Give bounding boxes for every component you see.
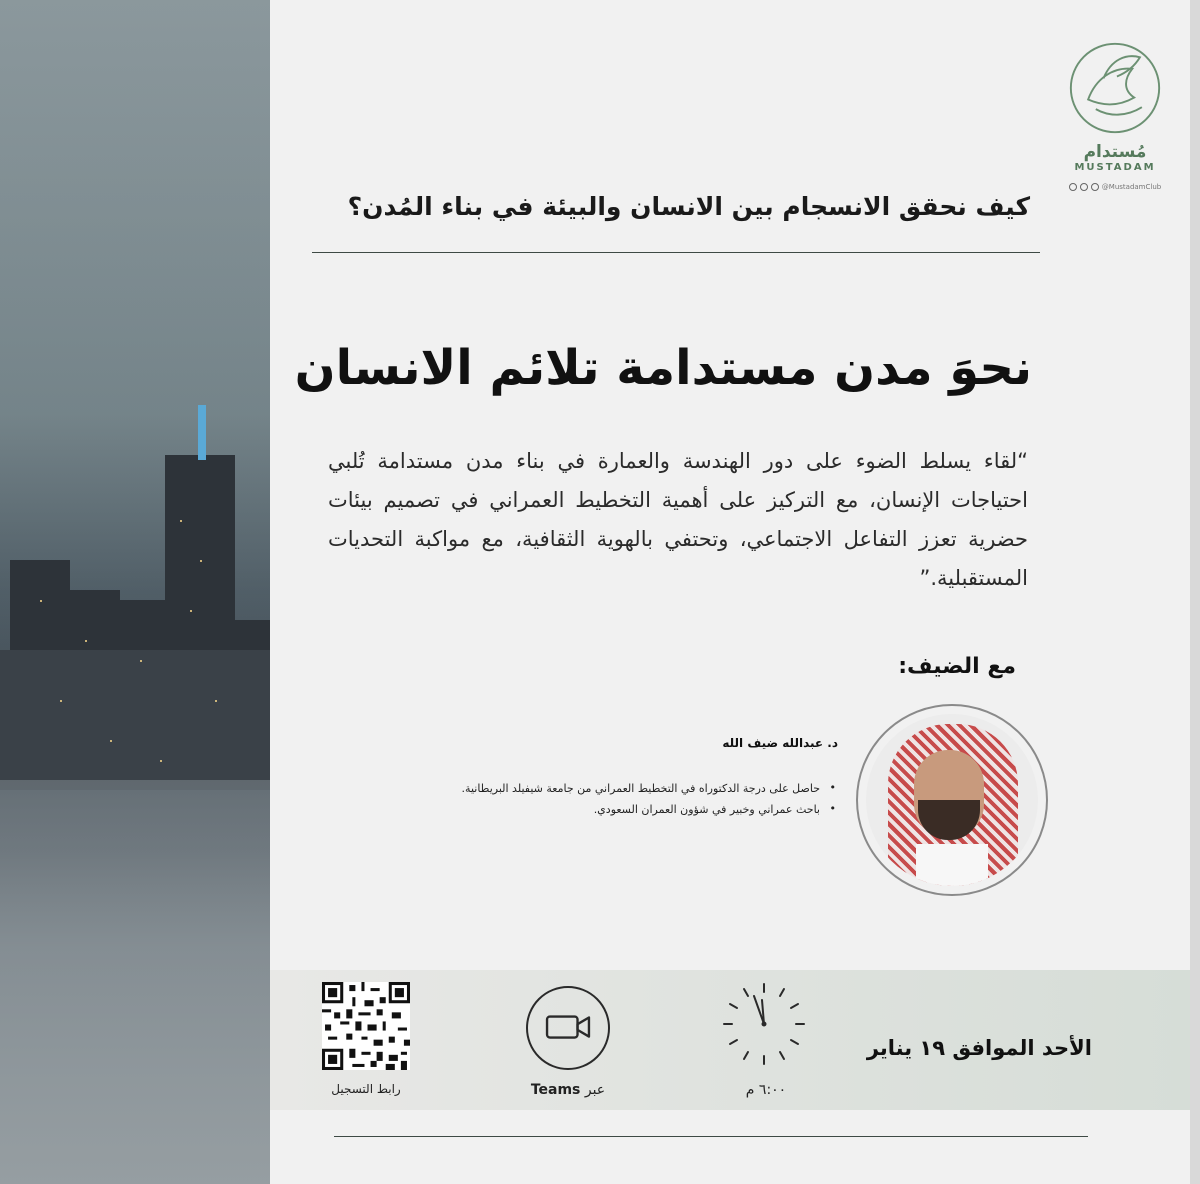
twitter-icon — [1080, 183, 1088, 191]
instagram-icon — [1069, 183, 1077, 191]
guest-credentials — [462, 782, 836, 824]
registration-link-label[interactable]: رابط التسجيل — [331, 1082, 401, 1096]
mustadam-logo — [1060, 40, 1170, 191]
list-item: • حاصل على درجة الدكتوراه في التخطيط العمراني من جامعة شيفيلد البريطانية. — [462, 782, 836, 795]
video-camera-icon — [526, 986, 610, 1070]
guest-avatar — [856, 704, 1048, 896]
tiktok-icon — [1091, 183, 1099, 191]
event-question: كيف نحقق الانسجام بين الانسان والبيئة في بناء المُدن؟ — [347, 192, 1030, 221]
clock-icon — [718, 978, 810, 1070]
page-title: نحوَ مدن مستدامة تلائم الانسان — [294, 340, 1032, 396]
divider — [312, 252, 1040, 253]
qr-code-icon[interactable] — [322, 982, 410, 1070]
event-description: “لقاء يسلط الضوء على دور الهندسة والعمارة في بناء مدن مستدامة تُلبي احتياجات الإنسان، مع التركيز على أهمية التخطيط العمراني في تصميم بيئات حضرية تعزز التفاعل الاجتماعي، وتحتفي بالهوية الثقافية، مع مواكبة التحديات المستقبلية.” — [328, 449, 1028, 590]
guest-name: د. عبدالله ضيف الله — [722, 736, 838, 750]
social-handle: @MustadamClub — [1101, 183, 1162, 191]
platform-name: Teams — [530, 1082, 581, 1098]
city-skyline-photo — [0, 0, 270, 1184]
list-item: • باحث عمراني وخبير في شؤون العمران السعودي. — [462, 803, 836, 816]
divider — [334, 1136, 1088, 1137]
event-date: الأحد الموافق ١٩ يناير — [866, 1036, 1092, 1060]
guest-label: مع الضيف: — [898, 654, 1016, 679]
page-edge — [1190, 0, 1200, 1184]
brand-name-en: MUSTADAM — [1074, 162, 1156, 173]
leaf-pigeon-logo-icon — [1067, 40, 1163, 136]
brand-name-ar: مُستدام — [1083, 142, 1147, 162]
platform-prefix: عبر — [584, 1082, 606, 1098]
event-time: ٦:٠٠ م — [745, 1082, 787, 1098]
social-handles — [1060, 183, 1170, 191]
event-platform — [510, 1082, 626, 1098]
